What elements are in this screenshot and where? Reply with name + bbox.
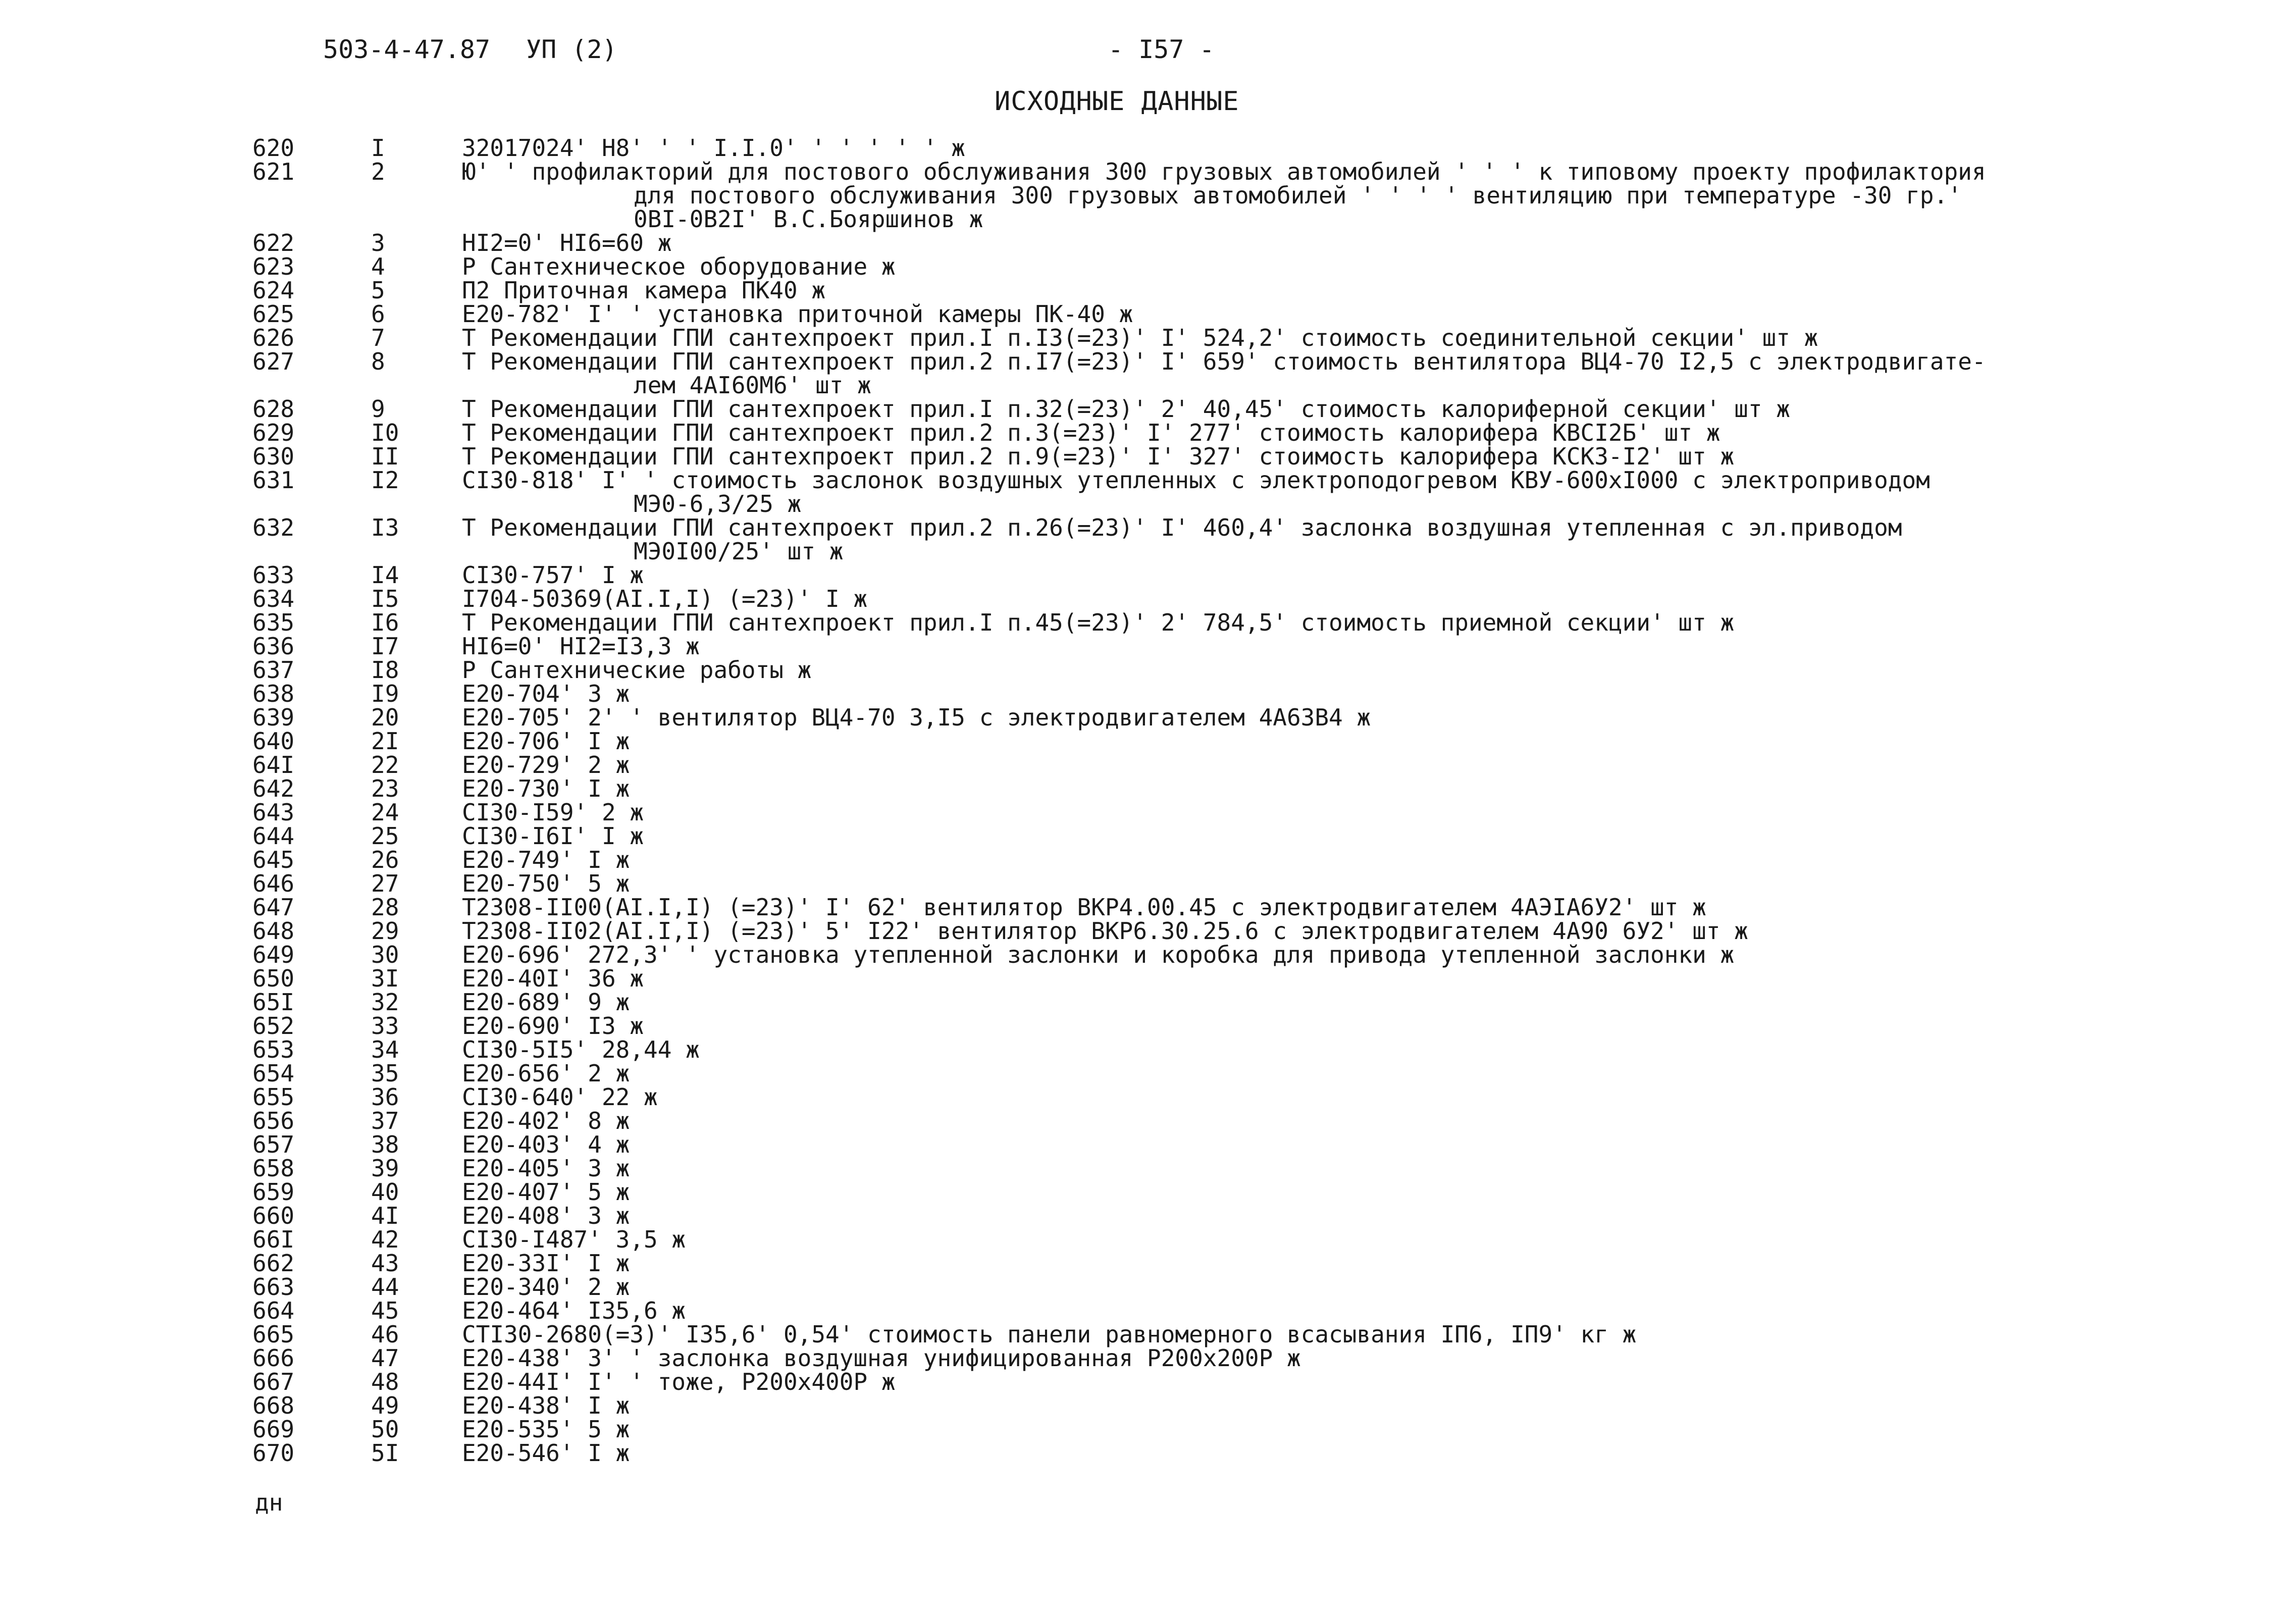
records-list [0,136,2296,1465]
record-index: 6 [371,300,385,328]
record-row [0,421,2296,445]
record-row [0,1228,2296,1252]
record-text: Е20-403' 4 ж [462,1131,630,1158]
record-row [0,231,2296,255]
record-index: 4I [371,1202,399,1229]
record-index: 22 [371,751,399,778]
footer-mark: дн [255,1489,283,1516]
record-text: Т Рекомендации ГПИ сантехпроект прил.I п.I3(=23)' I' 524,2' стоимость соединительной секции' шт ж [462,324,1818,351]
record-number: 652 [252,1012,295,1040]
record-row [0,991,2296,1014]
record-text: Е20-704' 3 ж [462,680,630,707]
record-number: 638 [252,680,295,707]
record-index: 26 [371,846,399,873]
record-number: 630 [252,443,295,470]
page-number: - I57 - [1108,35,1215,64]
record-index: I9 [371,680,399,707]
record-index: I0 [371,419,399,446]
record-index: 5 [371,277,385,304]
record-number: 660 [252,1202,295,1229]
record-text: СI30-640' 22 ж [462,1083,658,1111]
record-row [0,516,2296,540]
record-text: СI30-I487' 3,5 ж [462,1226,686,1253]
record-row [0,1180,2296,1204]
record-index: I8 [371,656,399,684]
record-row [0,1346,2296,1370]
record-text: Е20-438' 3' ' заслонка воздушная унифицированная Р200х200Р ж [462,1344,1301,1372]
record-index: 4 [371,253,385,280]
record-number: 640 [252,728,295,755]
record-index: 20 [371,704,399,731]
record-row [0,635,2296,658]
record-index: 39 [371,1155,399,1182]
record-text: СI30-I59' 2 ж [462,799,644,826]
record-number: 663 [252,1273,295,1301]
record-row [0,706,2296,730]
record-index: I [371,134,385,162]
record-text: Е20-340' 2 ж [462,1273,630,1301]
record-text: Е20-402' 8 ж [462,1107,630,1134]
record-number: 65I [252,989,295,1016]
record-number: 659 [252,1178,295,1206]
record-row [0,848,2296,872]
record-index: II [371,443,399,470]
record-index: 35 [371,1060,399,1087]
record-number: 656 [252,1107,295,1134]
record-text: Е20-730' I ж [462,775,630,802]
record-index: 30 [371,941,399,968]
record-text: Е20-464' I35,6 ж [462,1297,686,1324]
record-index: 28 [371,894,399,921]
record-number: 658 [252,1155,295,1182]
record-index: I7 [371,633,399,660]
record-number: 657 [252,1131,295,1158]
record-index: 2 [371,158,385,185]
record-row [0,1299,2296,1323]
record-row [0,943,2296,967]
record-number: 634 [252,585,295,612]
record-number: 643 [252,799,295,826]
document-code: 503-4-47.87 [323,35,491,64]
record-index: I5 [371,585,399,612]
record-number: 66I [252,1226,295,1253]
record-index: 23 [371,775,399,802]
record-text: Е20-706' I ж [462,728,630,755]
record-row [0,777,2296,801]
record-text: Т2308-II02(АI.I,I) (=23)' 5' I22' вентилятор ВКР6.30.25.6 с электродвигателем 4А90 6У2' шт ж [462,917,1748,945]
record-number: 636 [252,633,295,660]
record-row [0,279,2296,302]
record-index: I2 [371,466,399,494]
record-index: 3 [371,229,385,256]
record-index: 42 [371,1226,399,1253]
record-text: Р Сантехнические работы ж [462,656,812,684]
record-index: 47 [371,1344,399,1372]
record-index: 48 [371,1368,399,1395]
record-row [0,445,2296,469]
record-row [0,1441,2296,1465]
record-row [0,1085,2296,1109]
record-text: Е20-750' 5 ж [462,870,630,897]
record-text: Т Рекомендации ГПИ сантехпроект прил.I п.45(=23)' 2' 784,5' стоимость приемной секции' шт ж [462,609,1735,636]
record-text: СI30-5I5' 28,44 ж [462,1036,700,1063]
record-number: 628 [252,395,295,423]
record-number: 653 [252,1036,295,1063]
record-number: 639 [252,704,295,731]
record-number: 647 [252,894,295,921]
record-row [0,896,2296,919]
record-number: 629 [252,419,295,446]
record-index: 37 [371,1107,399,1134]
record-index: 50 [371,1416,399,1443]
record-index: 34 [371,1036,399,1063]
record-row [0,682,2296,706]
record-row [0,1204,2296,1228]
record-text: Т Рекомендации ГПИ сантехпроект прил.2 п.9(=23)' I' 327' стоимость калорифера КСК3-I2' шт ж [462,443,1735,470]
record-text: Е20-749' I ж [462,846,630,873]
record-row [0,1157,2296,1180]
record-text: Е20-40I' 36 ж [462,965,644,992]
record-number: 623 [252,253,295,280]
record-index: 43 [371,1250,399,1277]
record-continuation-row [0,207,2296,231]
record-text: НI2=0' НI6=60 ж [462,229,672,256]
record-index: 27 [371,870,399,897]
record-text: Е20-44I' I' ' тоже, Р200х400Р ж [462,1368,896,1395]
record-number: 668 [252,1392,295,1419]
record-index: 9 [371,395,385,423]
record-index: 8 [371,348,385,375]
record-number: 664 [252,1297,295,1324]
record-continuation-row [0,374,2296,397]
record-number: 620 [252,134,295,162]
record-text: лем 4АI60М6' шт ж [634,372,871,399]
record-number: 654 [252,1060,295,1087]
record-row [0,397,2296,421]
page-title: ИСХОДНЫЕ ДАННЫЕ [995,86,1239,117]
record-index: 25 [371,822,399,850]
record-number: 624 [252,277,295,304]
record-index: 29 [371,917,399,945]
record-number: 670 [252,1439,295,1467]
record-text: Ю' ' профилакторий для постового обслуживания 300 грузовых автомобилей ' ' ' к типовому проекту профилактория [462,158,1986,185]
record-text: Е20-729' 2 ж [462,751,630,778]
record-index: 49 [371,1392,399,1419]
record-text: СI30-818' I' ' стоимость заслонок воздушных утепленных с электроподогревом КВУ-600хI000 с электроприводом [462,466,1930,494]
record-index: 38 [371,1131,399,1158]
record-text: Е20-438' I ж [462,1392,630,1419]
record-text: Т Рекомендации ГПИ сантехпроект прил.2 п.I7(=23)' I' 659' стоимость вентилятора ВЦ4-70 I2,5 с электродвигате- [462,348,1986,375]
record-text: Е20-696' 272,3' ' установка утепленной заслонки и коробка для привода утепленной заслонки ж [462,941,1735,968]
record-row [0,255,2296,279]
record-number: 642 [252,775,295,802]
record-text: Т Рекомендации ГПИ сантехпроект прил.2 п.3(=23)' I' 277' стоимость калорифера КВСI2Б' шт ж [462,419,1720,446]
record-text: Е20-546' I ж [462,1439,630,1467]
record-text: Т Рекомендации ГПИ сантехпроект прил.2 п.26(=23)' I' 460,4' заслонка воздушная утепленная с эл.приводом [462,514,1902,541]
record-row [0,919,2296,943]
record-index: 3I [371,965,399,992]
section-code: УП (2) [526,35,617,64]
record-row [0,136,2296,160]
record-text: Е20-656' 2 ж [462,1060,630,1087]
record-row [0,1370,2296,1394]
record-index: I3 [371,514,399,541]
record-row [0,160,2296,184]
record-number: 650 [252,965,295,992]
record-text: Е20-690' I3 ж [462,1012,644,1040]
record-row [0,1275,2296,1299]
record-number: 632 [252,514,295,541]
record-index: 7 [371,324,385,351]
record-index: 45 [371,1297,399,1324]
record-number: 649 [252,941,295,968]
record-text: СI30-757' I ж [462,561,644,589]
record-row [0,1418,2296,1441]
record-text: Т Рекомендации ГПИ сантехпроект прил.I п.32(=23)' 2' 40,45' стоимость калориферной секции' шт ж [462,395,1790,423]
record-continuation-row [0,492,2296,516]
record-text: Р Сантехническое оборудование ж [462,253,896,280]
record-text: 32017024' Н8' ' ' I.I.0' ' ' ' ' ' ж [462,134,965,162]
record-text: Е20-689' 9 ж [462,989,630,1016]
record-index: 36 [371,1083,399,1111]
record-row [0,824,2296,848]
record-number: 631 [252,466,295,494]
record-number: 64I [252,751,295,778]
record-row [0,1252,2296,1275]
record-text: Т2308-II00(АI.I,I) (=23)' I' 62' вентилятор ВКР4.00.45 с электродвигателем 4АЭIА6У2' шт ж [462,894,1706,921]
record-text: МЭ0I00/25' шт ж [634,538,844,565]
record-text: П2 Приточная камера ПК40 ж [462,277,826,304]
record-row [0,730,2296,753]
record-number: 635 [252,609,295,636]
record-row [0,1038,2296,1062]
record-text: СТI30-2680(=3)' I35,6' 0,54' стоимость панели равномерного всасывания IП6, IП9' кг ж [462,1321,1637,1348]
record-row [0,1394,2296,1418]
record-number: 644 [252,822,295,850]
record-row [0,611,2296,635]
record-index: 24 [371,799,399,826]
record-index: 46 [371,1321,399,1348]
record-row [0,658,2296,682]
record-row [0,753,2296,777]
record-text: МЭ0-6,3/25 ж [634,490,802,517]
record-text: Е20-405' 3 ж [462,1155,630,1182]
record-text: Е20-408' 3 ж [462,1202,630,1229]
record-text: Е20-407' 5 ж [462,1178,630,1206]
record-number: 667 [252,1368,295,1395]
record-index: 2I [371,728,399,755]
record-row [0,872,2296,896]
record-text: 0ВI-0В2I' В.С.Бояршинов ж [634,205,983,233]
record-row [0,587,2296,611]
record-row [0,563,2296,587]
record-continuation-row [0,184,2296,207]
record-row [0,326,2296,350]
record-row [0,801,2296,824]
record-text: Е20-705' 2' ' вентилятор ВЦ4-70 3,I5 с электродвигателем 4А63В4 ж [462,704,1371,731]
record-index: I4 [371,561,399,589]
record-number: 637 [252,656,295,684]
record-number: 645 [252,846,295,873]
record-number: 665 [252,1321,295,1348]
record-row [0,967,2296,991]
record-number: 655 [252,1083,295,1111]
record-number: 621 [252,158,295,185]
record-index: 40 [371,1178,399,1206]
record-continuation-row [0,540,2296,563]
record-number: 648 [252,917,295,945]
record-number: 622 [252,229,295,256]
record-number: 666 [252,1344,295,1372]
record-text: Е20-535' 5 ж [462,1416,630,1443]
record-text: СI30-I6I' I ж [462,822,644,850]
record-row [0,1109,2296,1133]
record-text: Е20-33I' I ж [462,1250,630,1277]
record-row [0,1323,2296,1346]
record-row [0,1133,2296,1157]
record-row [0,350,2296,374]
record-row [0,302,2296,326]
record-text: для постового обслуживания 300 грузовых автомобилей ' ' ' ' вентиляцию при температуре -30 гр.' [634,182,1962,209]
record-number: 627 [252,348,295,375]
record-number: 669 [252,1416,295,1443]
record-text: НI6=0' НI2=I3,3 ж [462,633,700,660]
record-index: I6 [371,609,399,636]
record-number: 662 [252,1250,295,1277]
record-text: I704-50369(АI.I,I) (=23)' I ж [462,585,868,612]
record-index: 33 [371,1012,399,1040]
record-row [0,1014,2296,1038]
record-number: 625 [252,300,295,328]
record-index: 5I [371,1439,399,1467]
record-index: 44 [371,1273,399,1301]
record-row [0,1062,2296,1085]
record-text: Е20-782' I' ' установка приточной камеры ПК-40 ж [462,300,1133,328]
record-row [0,466,2296,494]
record-number: 633 [252,561,295,589]
record-number: 626 [252,324,295,351]
record-number: 646 [252,870,295,897]
record-index: 32 [371,989,399,1016]
